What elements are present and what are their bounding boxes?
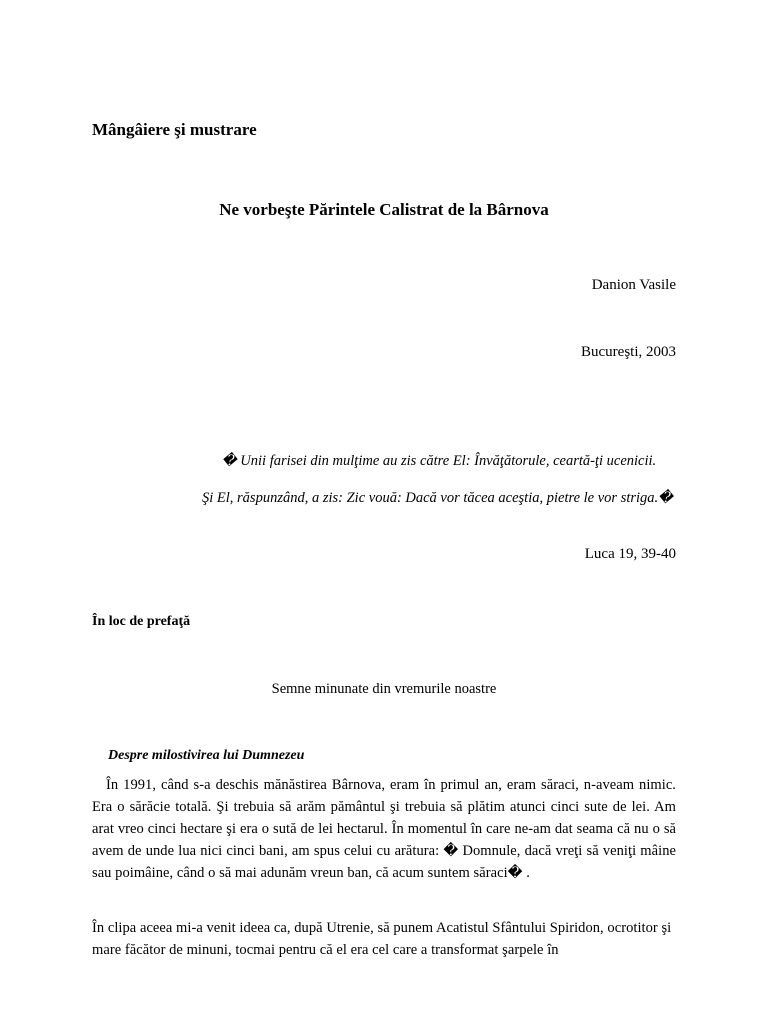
- section-heading: În loc de prefaţă: [92, 614, 191, 629]
- epigraph-line-2: Şi El, răspunzând, a zis: Zic vouă: Dacă vor tăcea aceştia, pietre le vor striga.�: [202, 490, 674, 506]
- place-date: Bucureşti, 2003: [581, 344, 676, 360]
- subtitle: Ne vorbeşte Părintele Calistrat de la Bârnova: [219, 200, 549, 219]
- chapter-title: Semne minunate din vremurile noastre: [271, 681, 497, 697]
- paragraph: În 1991, când s-a deschis mănăstirea Bârnova, eram în primul an, eram săraci, n-aveam nimic. Era o sărăcie totală. Şi trebuia să arăm pământul şi trebuia să plătim atunci cinci sute de lei. Am arat vreo cinci hectare şi era o sută de lei hectarul. În momentul în care ne-am dat seama că nu o să avem de unde lua nici cinci bani, am spus celui cu arătura: � Domnule, dacă vreţi să veniţi mâine sau poimâine, când o să mai adunăm vreun ban, că acum suntem săraci� .: [92, 777, 676, 881]
- book-title: Mângâiere şi mustrare: [92, 120, 257, 139]
- epigraph-reference: Luca 19, 39-40: [584, 546, 676, 562]
- epigraph-line-1: � Unii farisei din mulţime au zis către El: Învăţătorule, ceartă-ţi ucenicii.: [221, 453, 657, 469]
- subsection-title: Despre milostivirea lui Dumnezeu: [108, 748, 305, 763]
- author-name: Danion Vasile: [591, 277, 676, 293]
- paragraph: În clipa aceea mi-a venit ideea ca, după Utrenie, să punem Acatistul Sfântului Spiridon, ocrotitor şi mare făcător de minuni, tocmai pentru că el era cel care a transformat şarpele în: [92, 920, 672, 958]
